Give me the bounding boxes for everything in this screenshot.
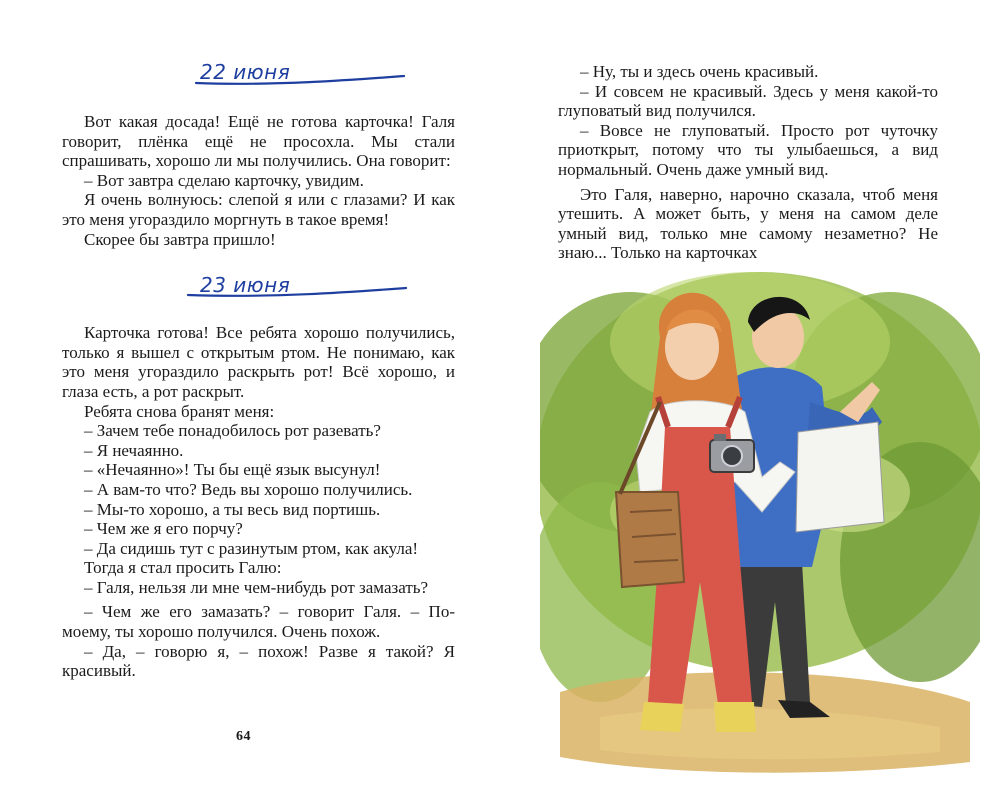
camera-icon (710, 434, 754, 472)
paragraph: – И совсем не красивый. Здесь у меня какой-то глуповатый вид получился. (558, 81, 938, 121)
paragraph: Вот какая досада! Ещё не готова карточка! Галя говорит, плёнка ещё не просохла. Мы стали спрашивать, хорошо ли мы получились. Она говорит: (62, 112, 455, 171)
paragraph: Скорее бы завтра пришло! (84, 229, 276, 249)
paragraph: – Галя, нельзя ли мне чем-нибудь рот замазать? (84, 577, 429, 597)
paragraph: – Зачем тебе понадобилось рот разевать? (84, 421, 381, 441)
paper-sheet (796, 422, 884, 532)
ground (560, 672, 970, 772)
paragraph: Я очень волнуюсь: слепой я или с глазами? И как это меня угораздило моргнуть в такое время! (62, 190, 455, 229)
page-number: 64 (236, 729, 251, 744)
paragraph: – Я нечаянно. (84, 440, 184, 460)
entry-date: 23 июня (200, 273, 291, 298)
paragraph: – Да, – говорю я, – похож! Разве я такой? Я красивый. (62, 641, 455, 681)
right-page (558, 62, 938, 263)
paragraph: Ребята снова бранят меня: (84, 401, 275, 421)
entry-date-heading (182, 269, 412, 309)
paragraph: – «Нечаянно»! Ты бы ещё язык высунул! (84, 460, 381, 480)
left-page (62, 56, 455, 681)
paragraph: – А вам-то что? Ведь вы хорошо получились. (84, 479, 413, 499)
entry-text (62, 323, 455, 681)
paragraph: – Чем же его замазать? – говорит Галя. – По-моему, ты хорошо получился. Очень похож. (62, 602, 455, 642)
entry-date: 22 июня (200, 60, 291, 84)
paragraph: – Вовсе не глуповатый. Просто рот чуточку приоткрыт, потому что ты улыбаешься, а вид нормальный. Очень даже умный вид. (558, 120, 938, 179)
paragraph: – Вот завтра сделаю карточку, увидим. (84, 170, 364, 190)
paragraph: Тогда я стал просить Галю: (84, 558, 282, 578)
paragraph: Это Галя, наверно, нарочно сказала, чтоб меня утешить. А может быть, у меня на самом деле умный вид, только мне самому незаметно? Не знаю... Только на карточках (558, 184, 938, 263)
paragraph: – Чем же я его порчу? (84, 519, 243, 539)
entry-date-heading (182, 56, 412, 96)
paragraph: – Мы-то хорошо, а ты весь вид портишь. (84, 499, 381, 519)
paragraph: – Да сидишь тут с разинутым ртом, как акула! (84, 538, 419, 558)
illustration (540, 262, 980, 782)
paragraph: – Ну, ты и здесь очень красивый. (580, 62, 819, 81)
entry-text (62, 112, 455, 249)
paragraph: Карточка готова! Все ребята хорошо получились, только я вышел с открытым ртом. Не понимаю, как это меня угораздило раскрыть рот! Всё хорошо, и глаза есть, а рот раскрыт. (62, 323, 455, 401)
